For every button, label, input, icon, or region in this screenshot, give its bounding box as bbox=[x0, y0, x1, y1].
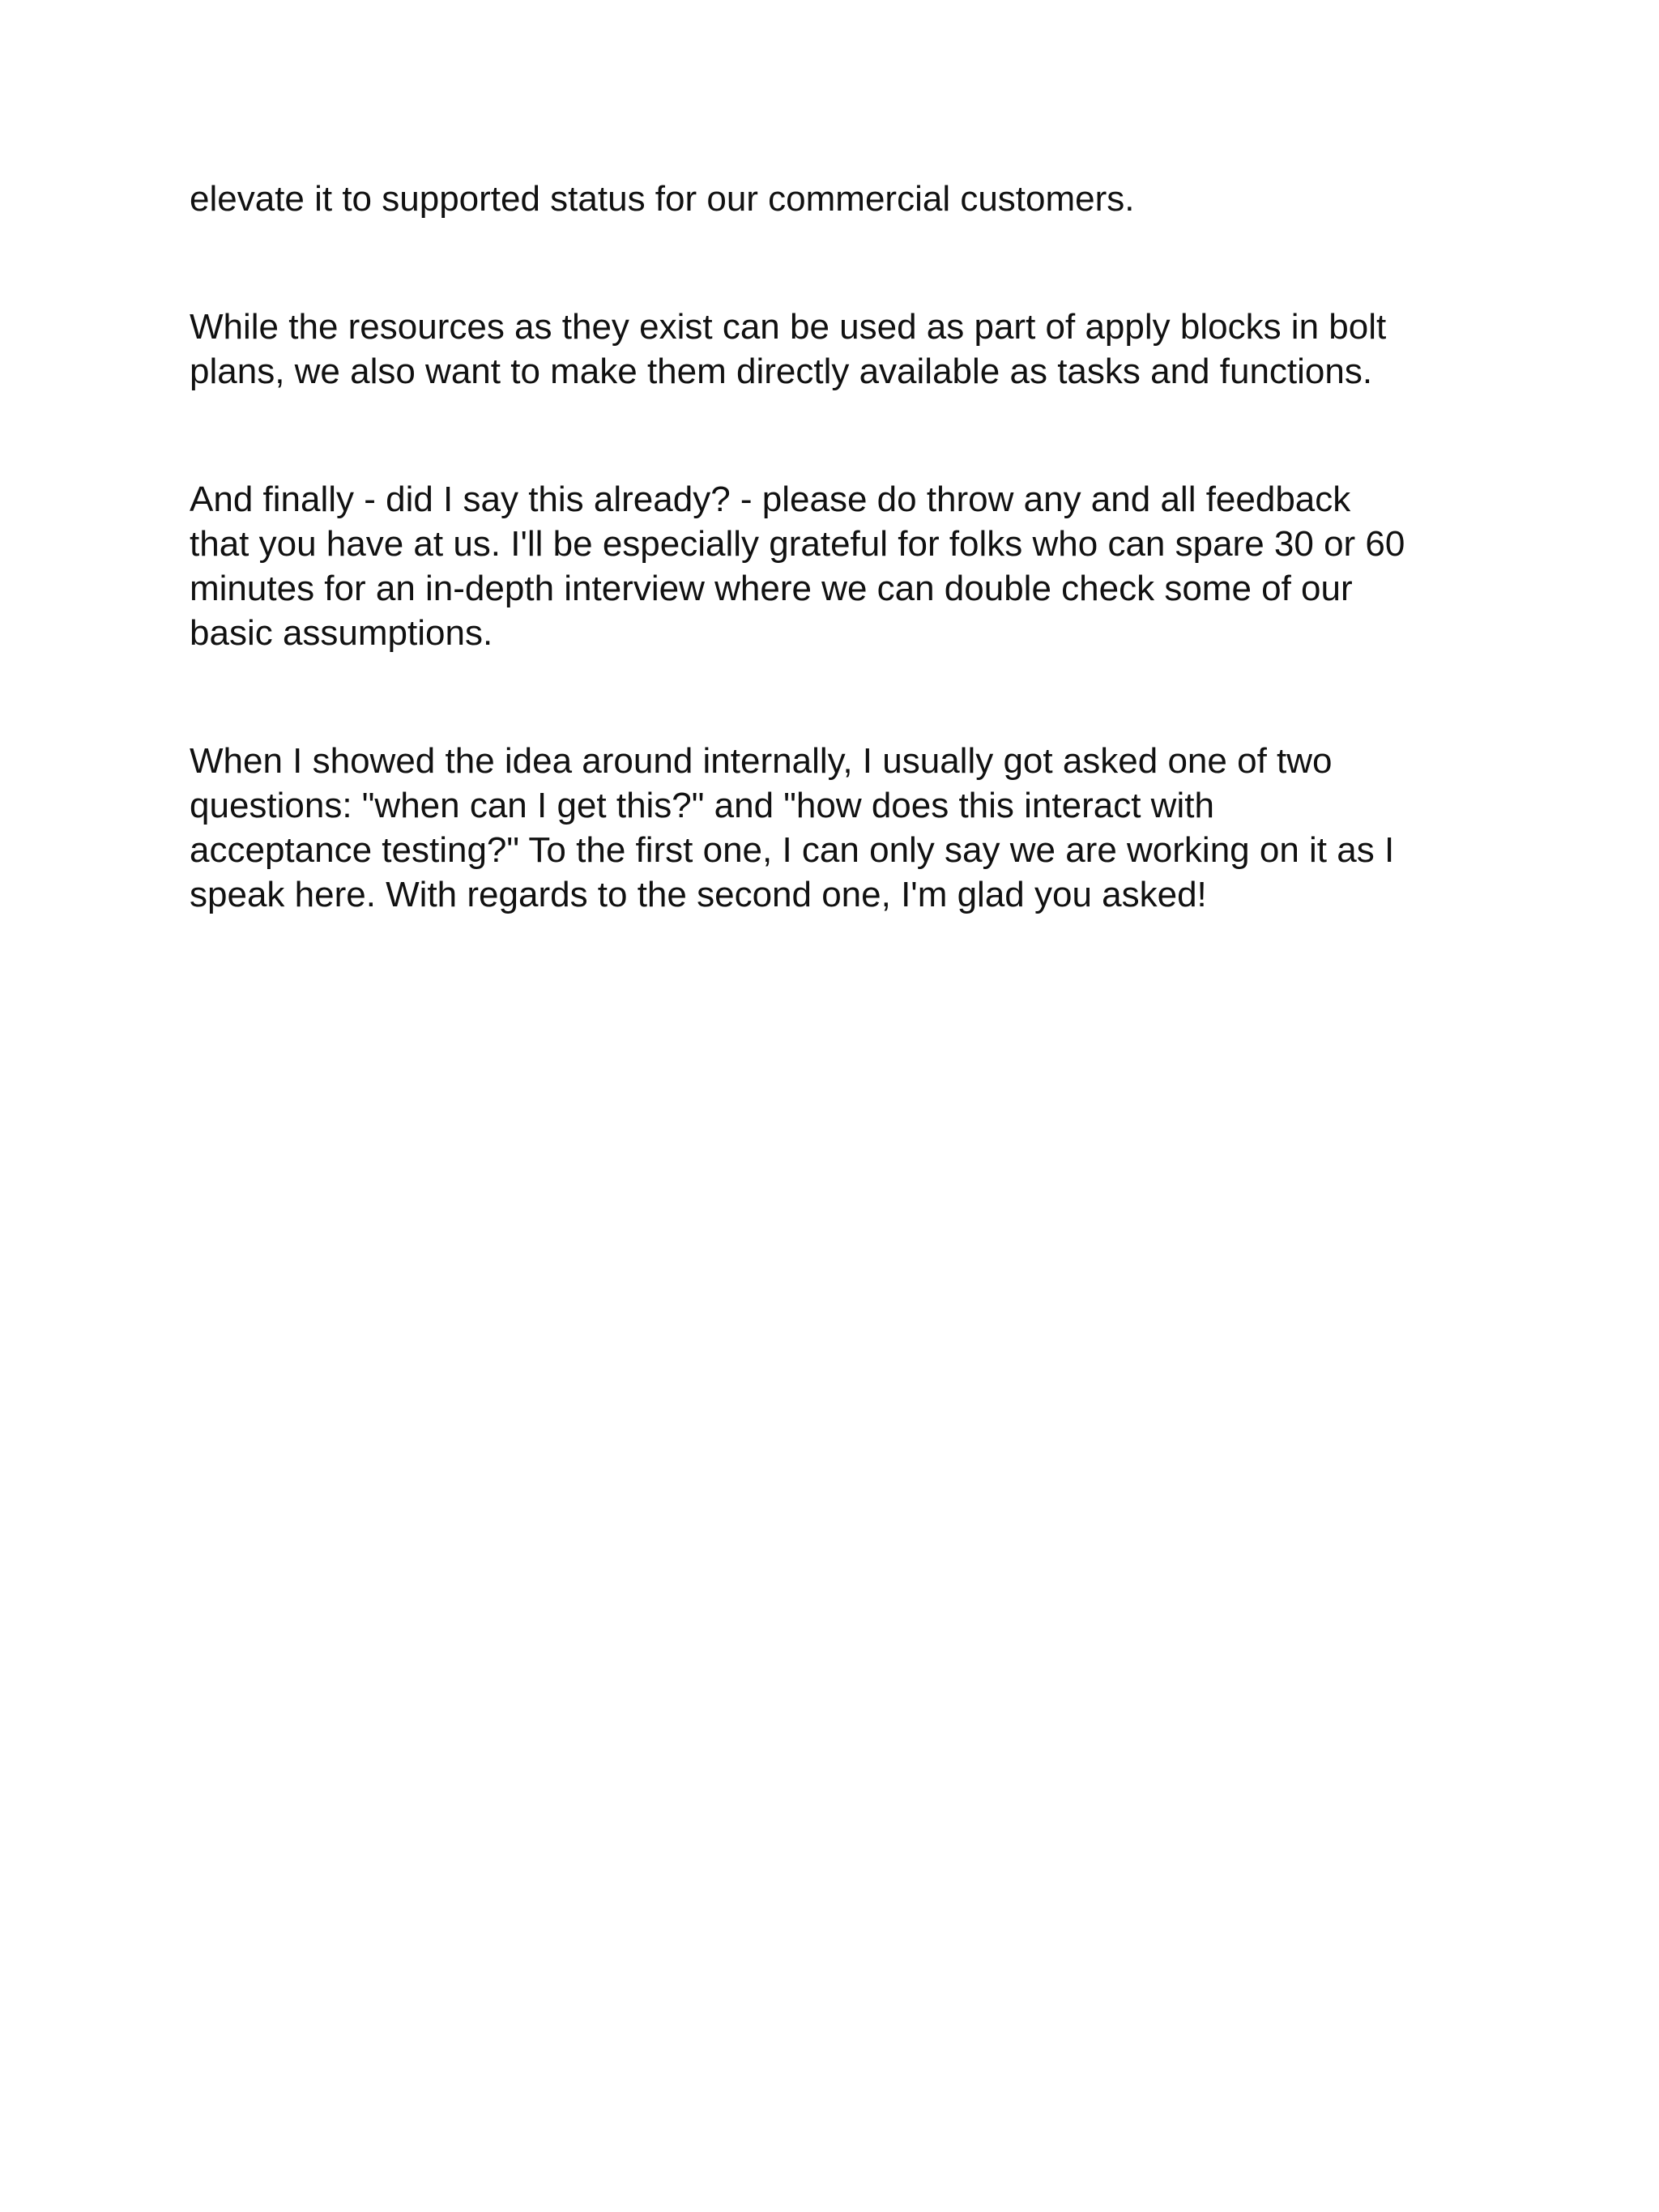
paragraph-1: elevate it to supported status for our commercial customers. bbox=[190, 179, 1135, 219]
paragraph-3: And finally - did I say this already? - please do throw any and all feedback that you have at us. I'll be especially grateful for folks who can spare 30 or 60 minutes for an in-depth interview where we can double check some of our basic assumptions. bbox=[190, 479, 1405, 653]
paragraph-2: While the resources as they exist can be used as part of apply blocks in bolt plans, we also want to make them directly available as tasks and functions. bbox=[190, 307, 1387, 391]
paragraph-4: When I showed the idea around internally, I usually got asked one of two questions: "when can I get this?" and "how does this interact with acceptance testing?" To the first one, I can only say we are working on it as I speak here. With regards to the second one, I'm glad you asked! bbox=[190, 741, 1395, 914]
document-body bbox=[190, 177, 1518, 917]
